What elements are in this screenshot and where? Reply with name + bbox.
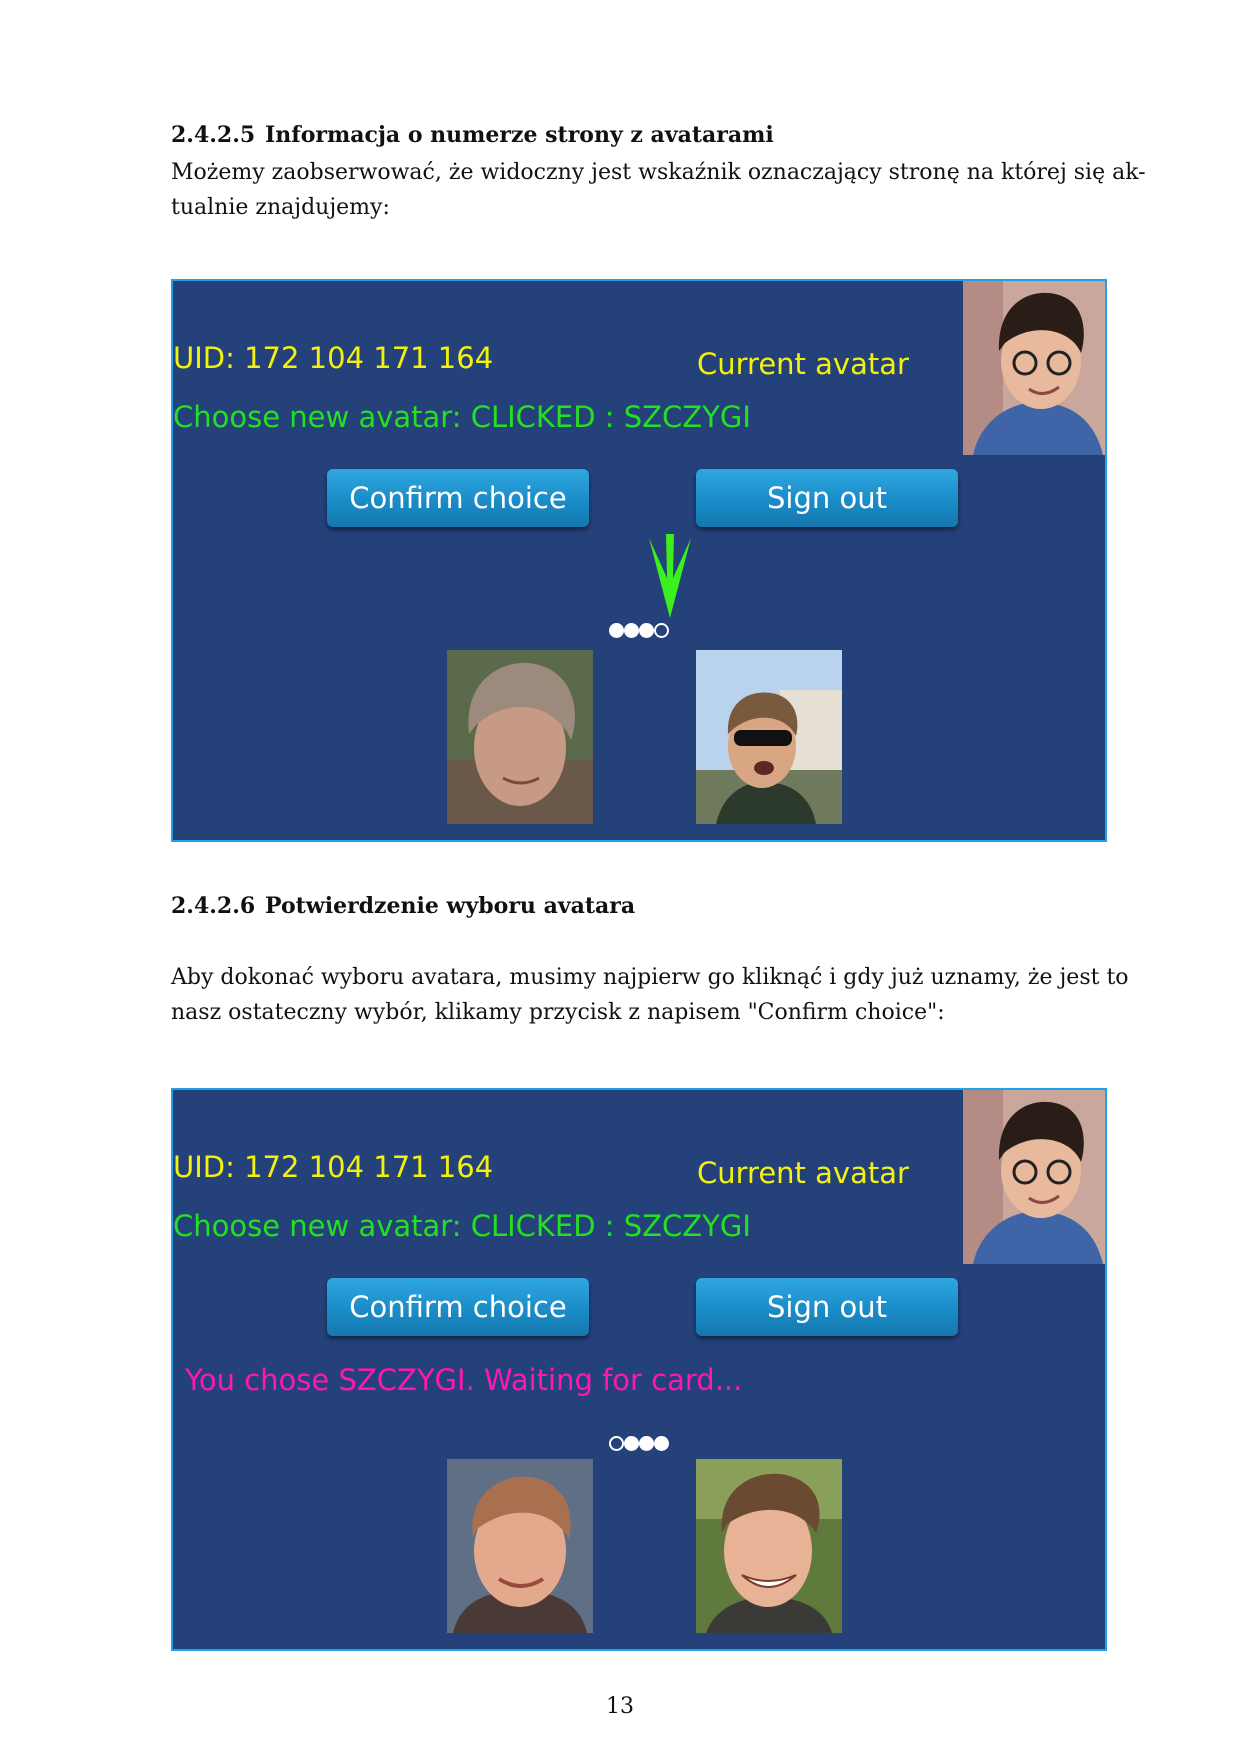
page-indicator: [609, 1436, 669, 1454]
confirm-choice-button[interactable]: Confirm choice: [327, 469, 589, 527]
arrow-down-icon: [647, 534, 693, 618]
page-dot[interactable]: [639, 1436, 654, 1451]
status-message: You chose SZCZYGI. Waiting for card...: [185, 1363, 743, 1397]
section-number: 2.4.2.6: [171, 893, 256, 919]
sign-out-button[interactable]: Sign out: [696, 469, 958, 527]
paragraph-line: Możemy zaobserwować, że widoczny jest wskaźnik oznaczający stronę na której się ak-: [171, 160, 1146, 185]
section-heading-2-4-2-5: [171, 122, 774, 148]
page-indicator: [609, 623, 669, 641]
avatar-thumbnail[interactable]: [447, 650, 593, 824]
current-avatar-image: [963, 281, 1107, 455]
avatar-screen-page-indicator: [171, 279, 1107, 842]
current-avatar-image: [963, 1090, 1107, 1264]
section-title: Potwierdzenie wyboru avatara: [265, 893, 636, 919]
current-avatar-label: Current avatar: [697, 347, 909, 381]
paragraph-confirm-choice: [171, 960, 1129, 1030]
confirm-choice-button[interactable]: Confirm choice: [327, 1278, 589, 1336]
choose-avatar-label: Choose new avatar: CLICKED : SZCZYGI: [173, 1209, 751, 1243]
page-dot-active[interactable]: [609, 1436, 624, 1451]
page-dot[interactable]: [624, 623, 639, 638]
section-title: Informacja o numerze strony z avatarami: [265, 122, 774, 148]
avatar-thumbnail[interactable]: [447, 1459, 593, 1633]
avatar-screen-confirmation: [171, 1088, 1107, 1651]
page-dot-active[interactable]: [654, 623, 669, 638]
page-dot[interactable]: [654, 1436, 669, 1451]
section-heading-2-4-2-6: [171, 893, 635, 919]
paragraph-line: tualnie znajdujemy:: [171, 195, 390, 220]
uid-label: UID: 172 104 171 164: [173, 1150, 494, 1184]
paragraph-line: nasz ostateczny wybór, klikamy przycisk z napisem "Confirm choice":: [171, 1000, 945, 1025]
paragraph-line: Aby dokonać wyboru avatara, musimy najpierw go kliknąć i gdy już uznamy, że jest to: [171, 965, 1129, 990]
page-number: 13: [606, 1694, 634, 1719]
current-avatar-label: Current avatar: [697, 1156, 909, 1190]
choose-avatar-label: Choose new avatar: CLICKED : SZCZYGI: [173, 400, 751, 434]
section-number: 2.4.2.5: [171, 122, 256, 148]
uid-label: UID: 172 104 171 164: [173, 341, 494, 375]
page-dot[interactable]: [609, 623, 624, 638]
page-dot[interactable]: [639, 623, 654, 638]
page-dot[interactable]: [624, 1436, 639, 1451]
avatar-thumbnail[interactable]: [696, 650, 842, 824]
sign-out-button[interactable]: Sign out: [696, 1278, 958, 1336]
paragraph-page-indicator: [171, 155, 1146, 225]
avatar-thumbnail[interactable]: [696, 1459, 842, 1633]
